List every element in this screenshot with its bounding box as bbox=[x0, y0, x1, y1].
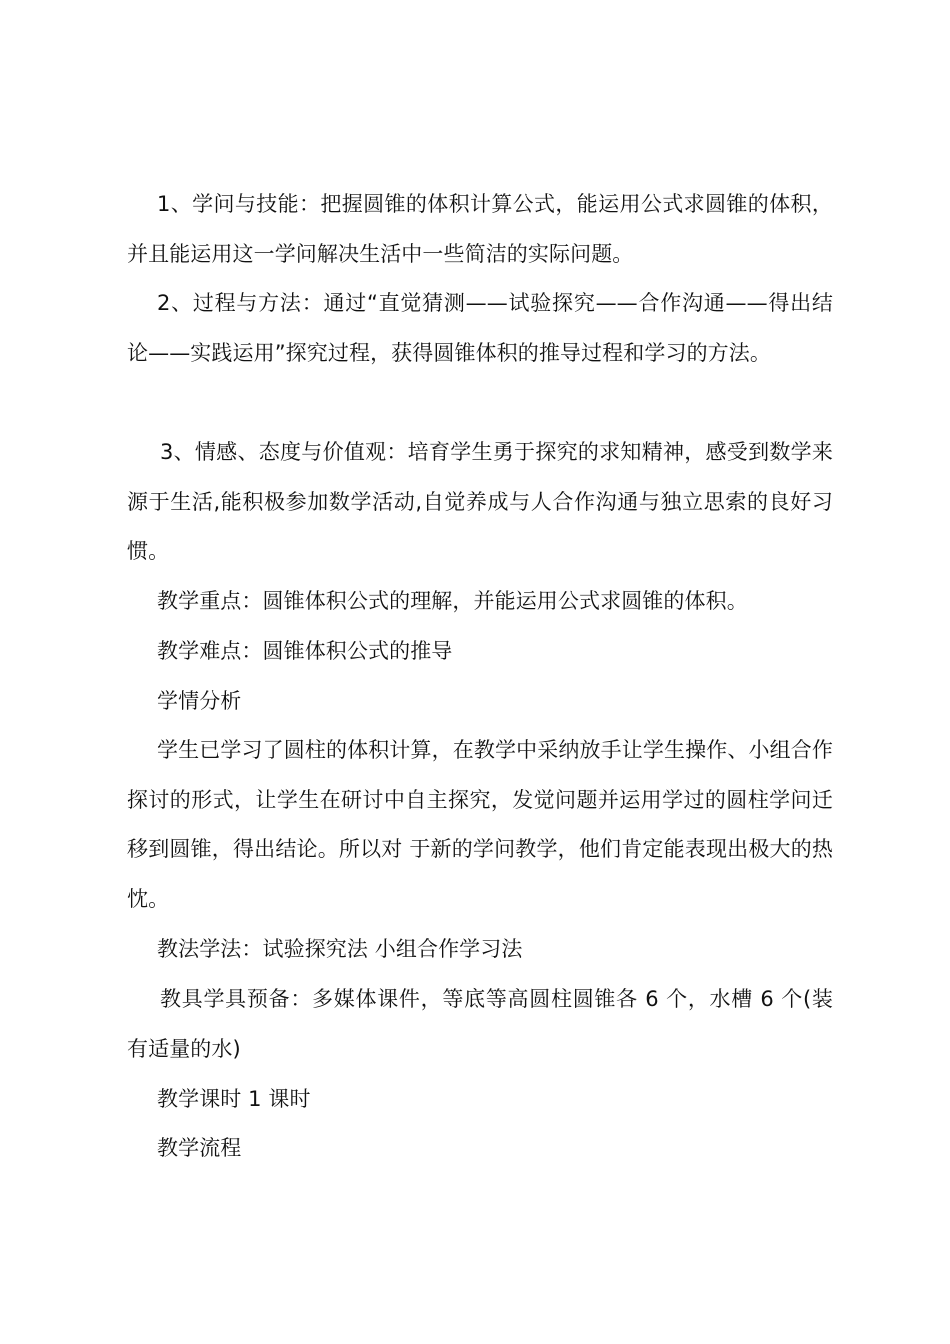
learning-analysis-heading: 学情分析 bbox=[157, 689, 242, 713]
objective-knowledge-skills: 1、学问与技能：把握圆锥的体积计算公式，能运用公式求圆锥的体积，并且能运用这一学问解决生活中一些简洁的实际问题。 bbox=[127, 192, 833, 266]
objective-process-methods: 2、过程与方法：通过“直觉猜测——试验探究——合作沟通——得出结论——实践运用”探究过程，获得圆锥体积的推导过程和学习的方法。 bbox=[127, 291, 833, 365]
objective-emotion-attitude-values: 3、情感、态度与价值观：培育学生勇于探究的求知精神，感受到数学来源于生活,能积极参加数学活动,自觉养成与人合作沟通与独立思索的良好习惯。 bbox=[127, 440, 833, 563]
teaching-methods: 教法学法：试验探究法 小组合作学习法 bbox=[157, 937, 523, 961]
teaching-difficulty: 教学难点：圆锥体积公式的推导 bbox=[157, 639, 453, 663]
teaching-aids: 教具学具预备：多媒体课件，等底等高圆柱圆锥各 6 个，水槽 6 个(装有适量的水) bbox=[127, 987, 833, 1061]
learning-analysis-body: 学生已学习了圆柱的体积计算，在教学中采纳放手让学生操作、小组合作探讨的形式，让学生在研讨中自主探究，发觉问题并运用学过的圆柱学问迁移到圆锥，得出结论。所以对 于新的学问教学，他们肯定能表现出极大的热忱。 bbox=[127, 738, 833, 911]
class-hours: 教学课时 1 课时 bbox=[157, 1087, 311, 1111]
teaching-key-point: 教学重点：圆锥体积公式的理解，并能运用公式求圆锥的体积。 bbox=[157, 589, 748, 613]
teaching-process-heading: 教学流程 bbox=[157, 1136, 242, 1160]
